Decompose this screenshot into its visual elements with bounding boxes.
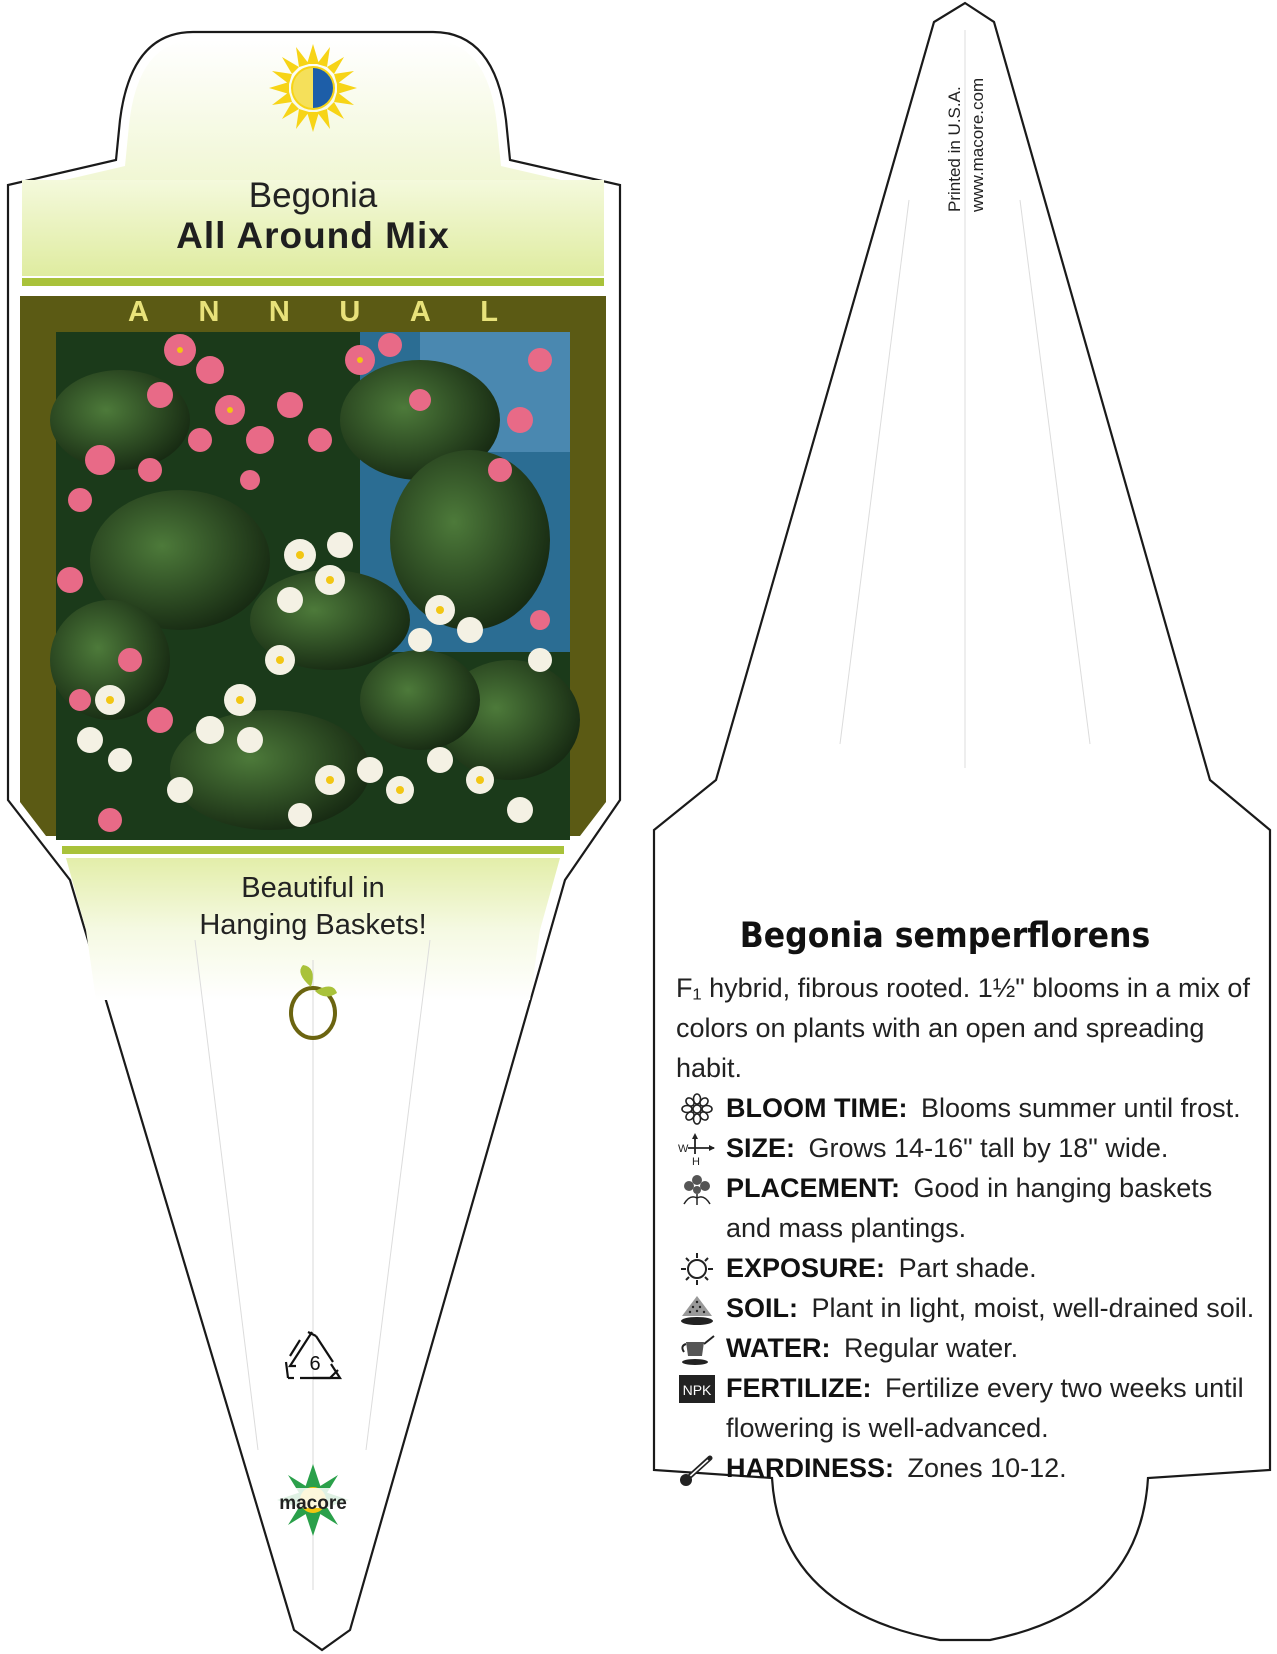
svg-text:NPK: NPK bbox=[682, 1382, 712, 1398]
exposure-text: Part shade. bbox=[898, 1253, 1037, 1283]
printed-info bbox=[943, 77, 1077, 258]
flower-icon bbox=[678, 1092, 716, 1126]
size-icon bbox=[678, 1132, 716, 1166]
size-text: Grows 14-16" tall by 18" wide. bbox=[808, 1133, 1169, 1163]
care-info bbox=[678, 968, 1258, 1488]
water-text: Regular water. bbox=[844, 1333, 1019, 1363]
description: F₁ hybrid, fibrous rooted. 1½" blooms in a mix of colors on plants with an open and spreading habit. bbox=[676, 973, 1250, 1083]
size-row bbox=[678, 1128, 1258, 1168]
category-letter: L bbox=[480, 296, 498, 328]
placement-icon bbox=[678, 1172, 716, 1206]
plant-genus-title: Begonia bbox=[248, 176, 378, 215]
tagline bbox=[20, 870, 606, 944]
website: www.macore.com bbox=[968, 77, 987, 212]
size-label: SIZE: bbox=[726, 1133, 796, 1163]
svg-text:W: W bbox=[678, 1143, 689, 1155]
svg-text:H: H bbox=[692, 1156, 700, 1166]
fertilize-label: FERTILIZE: bbox=[726, 1373, 872, 1403]
tagline-line2: Hanging Baskets! bbox=[199, 909, 427, 941]
sun-logo-icon bbox=[269, 44, 357, 132]
hardiness-text: Zones 10-12. bbox=[907, 1453, 1067, 1483]
water-row bbox=[678, 1328, 1258, 1368]
npk-icon bbox=[678, 1372, 716, 1406]
sun-icon bbox=[678, 1252, 716, 1286]
hardiness-row bbox=[678, 1448, 1258, 1488]
exposure-label: EXPOSURE: bbox=[726, 1253, 886, 1283]
category-letter: N bbox=[198, 296, 220, 328]
tagline-line1: Beautiful in bbox=[241, 872, 385, 904]
category-letter: A bbox=[128, 296, 149, 328]
placement-text: Good in hanging baskets and mass plantings. bbox=[726, 1173, 1213, 1243]
soil-row bbox=[678, 1288, 1258, 1328]
begonia-photo bbox=[50, 332, 580, 840]
category-letter: A bbox=[409, 296, 431, 328]
soil-text: Plant in light, moist, well-drained soil. bbox=[811, 1293, 1255, 1323]
scientific-name: Begonia semperflorens bbox=[739, 916, 1151, 956]
placement-row bbox=[678, 1168, 1258, 1248]
fertilize-row bbox=[678, 1368, 1258, 1448]
soil-icon bbox=[678, 1292, 716, 1326]
recycle-code: 6 bbox=[309, 1353, 321, 1375]
exposure-row bbox=[678, 1248, 1258, 1288]
watering-can-icon bbox=[678, 1332, 716, 1366]
bloom-time-text: Blooms summer until frost. bbox=[921, 1093, 1241, 1123]
category-label bbox=[58, 296, 568, 330]
printed-in: Printed in U.S.A. bbox=[945, 86, 964, 212]
thermometer-icon bbox=[678, 1452, 716, 1486]
variety-title: All Around Mix bbox=[176, 215, 450, 256]
water-label: WATER: bbox=[726, 1333, 831, 1363]
category-letter: N bbox=[268, 296, 290, 328]
soil-label: SOIL: bbox=[726, 1293, 798, 1323]
brand-name: macore bbox=[279, 1493, 347, 1514]
bloom-time-label: BLOOM TIME: bbox=[726, 1093, 908, 1123]
category-letter: U bbox=[339, 296, 361, 328]
fertilize-text: Fertilize every two weeks until flowering is well-advanced. bbox=[726, 1373, 1244, 1443]
bloom-time-row bbox=[678, 1088, 1258, 1128]
hardiness-label: HARDINESS: bbox=[726, 1453, 895, 1483]
placement-label: PLACEMENT: bbox=[726, 1173, 900, 1203]
